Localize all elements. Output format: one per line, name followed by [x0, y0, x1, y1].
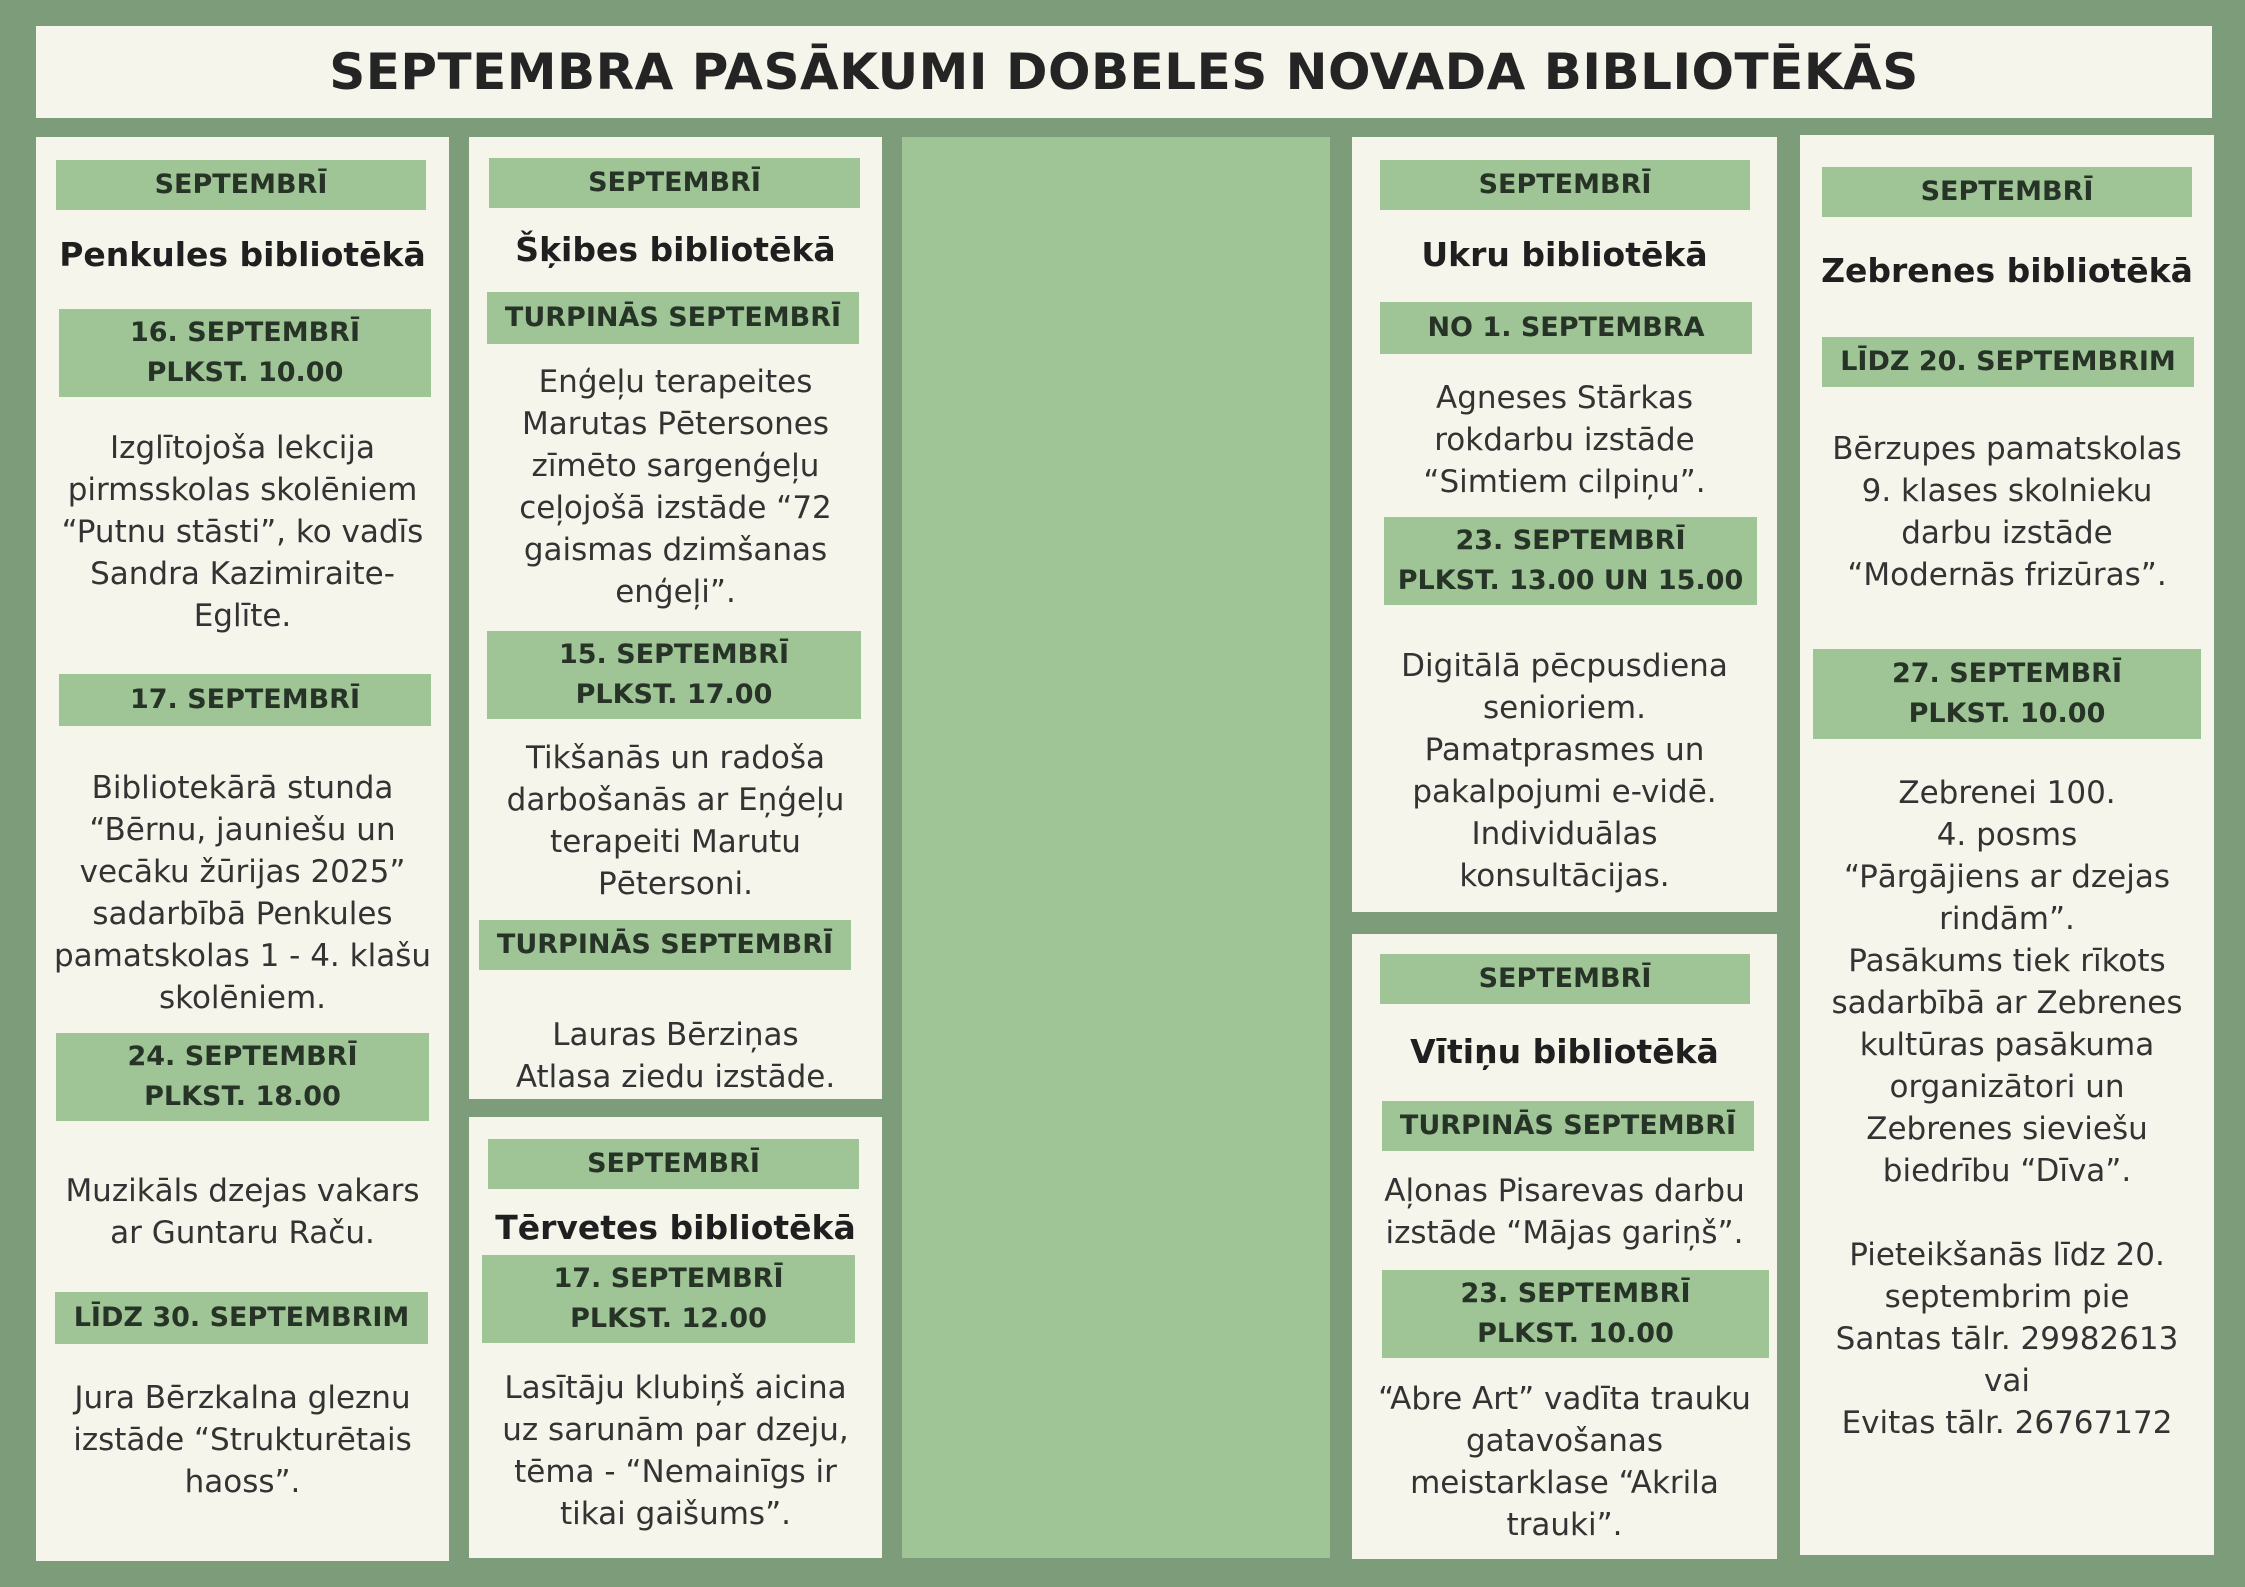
panel-vitini	[1352, 934, 1777, 1559]
desc-line: Bibliotekārā stunda	[91, 770, 394, 806]
event-date: 16. SEPTEMBRĪ	[129, 317, 361, 348]
desc-line: kultūras pasākuma	[1859, 1027, 2155, 1063]
desc-line: Atlasa ziedu izstāde.	[515, 1059, 836, 1095]
event-time: PLKST. 10.00	[1908, 698, 2106, 729]
event-date-tag	[1382, 1270, 1769, 1358]
month-tag: SEPTEMBRĪ	[488, 1139, 859, 1189]
library-name: Tērvetes bibliotēkā	[495, 1208, 856, 1247]
event-time: PLKST. 12.00	[570, 1303, 767, 1334]
library-name: Zebrenes bibliotēkā	[1821, 251, 2193, 290]
desc-line: vecāku žūrijas 2025”	[79, 854, 406, 890]
event-description	[1352, 1378, 1777, 1546]
desc-line: Enģeļu terapeites	[538, 364, 813, 400]
desc-line: Pieteikšanās līdz 20.	[1849, 1237, 2165, 1273]
desc-line: “Modernās frizūras”.	[1847, 557, 2167, 593]
event-description	[1800, 428, 2214, 596]
desc-line: senioriem.	[1483, 690, 1646, 726]
month-tag: SEPTEMBRĪ	[1380, 160, 1750, 210]
event-description	[469, 361, 882, 613]
event-date-tag: NO 1. SEPTEMBRA	[1380, 302, 1752, 354]
desc-line: Zebrenei 100.	[1898, 775, 2116, 811]
event-date: 17. SEPTEMBRĪ	[553, 1263, 784, 1294]
event-time: PLKST. 17.00	[575, 679, 773, 710]
page-title: SEPTEMBRA PASĀKUMI DOBELES NOVADA BIBLIOTĒKĀS	[329, 43, 1919, 101]
desc-line: rokdarbu izstāde	[1434, 422, 1695, 458]
desc-line: Marutas Pētersones	[521, 406, 830, 442]
panel-penkule	[36, 137, 449, 1561]
library-name: Šķibes bibliotēkā	[515, 230, 836, 269]
desc-line: Evitas tālr. 26767172	[1841, 1405, 2173, 1441]
desc-line: ceļojošā izstāde “72	[519, 490, 832, 526]
desc-line: Zebrenes sieviešu	[1866, 1111, 2148, 1147]
desc-line: Individuālas	[1471, 816, 1658, 852]
event-description	[36, 767, 449, 1019]
event-date-tag: TURPINĀS SEPTEMBRĪ	[479, 920, 851, 970]
desc-line: Izglītojoša lekcija	[110, 430, 375, 466]
desc-line: tēma - “Nemainīgs ir	[514, 1454, 837, 1490]
month-tag: SEPTEMBRĪ	[1380, 954, 1750, 1004]
event-date-tag	[59, 309, 431, 397]
event-description	[36, 427, 449, 637]
spacer	[1800, 1192, 2214, 1234]
month-tag: SEPTEMBRĪ	[489, 158, 860, 208]
panel-zebrene	[1800, 135, 2214, 1555]
event-date-tag	[56, 1033, 429, 1121]
desc-line: skolēniem.	[158, 980, 327, 1016]
event-description	[1352, 1170, 1777, 1254]
event-date: 24. SEPTEMBRĪ	[127, 1041, 358, 1072]
center-image-placeholder	[902, 137, 1330, 1558]
desc-line: Pasākums tiek rīkots	[1848, 943, 2166, 979]
event-date-tag: TURPINĀS SEPTEMBRĪ	[1382, 1101, 1754, 1151]
desc-line: meistarklase “Akrila	[1410, 1465, 1719, 1501]
desc-line: uz sarunām par dzeju,	[502, 1412, 849, 1448]
desc-line: Aļonas Pisarevas darbu	[1384, 1173, 1745, 1209]
desc-line: biedrību “Dīva”.	[1882, 1153, 2132, 1189]
desc-line: Lauras Bērziņas	[552, 1017, 799, 1053]
desc-line: darbu izstāde	[1901, 515, 2113, 551]
desc-line: septembrim pie	[1884, 1279, 2130, 1315]
desc-line: rindām”.	[1939, 901, 2075, 937]
desc-line: Eglīte.	[193, 598, 292, 634]
event-date: 27. SEPTEMBRĪ	[1891, 658, 2123, 689]
desc-line: Bērzupes pamatskolas	[1832, 431, 2182, 467]
event-date-tag: LĪDZ 20. SEPTEMBRIM	[1822, 337, 2194, 387]
event-date-tag	[1384, 517, 1757, 605]
desc-line: “Bērnu, jauniešu un	[89, 812, 396, 848]
desc-line: pakalpojumi e-vidē.	[1412, 774, 1717, 810]
desc-line: gaismas dzimšanas	[523, 532, 828, 568]
desc-line: ar Guntaru Raču.	[110, 1215, 375, 1251]
event-date-tag	[482, 1255, 855, 1343]
desc-line: 9. klases skolnieku	[1861, 473, 2153, 509]
desc-line: sadarbībā Penkules	[92, 896, 393, 932]
desc-line: haoss”.	[184, 1464, 301, 1500]
event-description	[469, 1367, 882, 1535]
month-tag: SEPTEMBRĪ	[1822, 167, 2192, 217]
event-date-tag: TURPINĀS SEPTEMBRĪ	[487, 292, 859, 344]
desc-line: “Simtiem cilpiņu”.	[1423, 464, 1706, 500]
event-date-tag	[487, 631, 861, 719]
event-date: 23. SEPTEMBRĪ	[1455, 525, 1686, 556]
desc-line: Tikšanās un radoša	[525, 740, 826, 776]
event-time: PLKST. 18.00	[144, 1081, 341, 1112]
event-date-tag: LĪDZ 30. SEPTEMBRIM	[55, 1292, 428, 1344]
event-time: PLKST. 10.00	[1477, 1318, 1674, 1349]
panel-ukri	[1352, 137, 1777, 912]
desc-line: Lasītāju klubiņš aicina	[504, 1370, 847, 1406]
desc-line: Pamatprasmes un	[1424, 732, 1705, 768]
desc-line: “Putnu stāsti”, ko vadīs	[61, 514, 424, 550]
desc-line: Agneses Stārkas	[1436, 380, 1693, 416]
event-description	[469, 737, 882, 905]
desc-line: pamatskolas 1 - 4. klašu	[53, 938, 431, 974]
desc-line: “Abre Art” vadīta trauku	[1378, 1381, 1751, 1417]
desc-line: vai	[1984, 1363, 2030, 1399]
library-name: Vītiņu bibliotēkā	[1410, 1032, 1719, 1071]
library-name: Ukru bibliotēkā	[1421, 235, 1708, 274]
desc-line: 4. posms	[1936, 817, 2078, 853]
desc-line: Santas tālr. 29982613	[1835, 1321, 2179, 1357]
desc-line: Pētersoni.	[598, 866, 753, 902]
library-name: Penkules bibliotēkā	[59, 235, 426, 274]
desc-line: konsultācijas.	[1459, 858, 1670, 894]
desc-line: gatavošanas	[1465, 1423, 1664, 1459]
desc-line: izstāde “Mājas gariņš”.	[1385, 1215, 1744, 1251]
event-time: PLKST. 10.00	[146, 357, 344, 388]
desc-line: zīmēto sargenģeļu	[531, 448, 820, 484]
event-description	[1800, 772, 2214, 1444]
desc-line: pirmsskolas skolēniem	[67, 472, 418, 508]
desc-line: tikai gaišums”.	[560, 1496, 791, 1532]
event-date-tag	[1813, 649, 2201, 739]
desc-line: trauki”.	[1506, 1507, 1623, 1543]
event-description	[36, 1170, 449, 1254]
desc-line: terapeiti Marutu	[550, 824, 801, 860]
desc-line: Sandra Kazimiraite-	[90, 556, 395, 592]
title-bar	[36, 26, 2212, 118]
event-description	[36, 1377, 449, 1503]
event-description	[1352, 645, 1777, 897]
desc-line: Muzikāls dzejas vakars	[65, 1173, 420, 1209]
event-date: 23. SEPTEMBRĪ	[1460, 1278, 1691, 1309]
month-tag: SEPTEMBRĪ	[56, 160, 426, 210]
desc-line: Digitālā pēcpusdiena	[1401, 648, 1728, 684]
desc-line: “Pārgājiens ar dzejas	[1844, 859, 2170, 895]
event-description	[1352, 377, 1777, 503]
desc-line: organizātori un	[1889, 1069, 2125, 1105]
panel-skibe	[469, 137, 882, 1099]
desc-line: sadarbībā ar Zebrenes	[1831, 985, 2183, 1021]
panel-tervete	[469, 1117, 882, 1558]
event-description	[469, 1014, 882, 1098]
event-time: PLKST. 13.00 UN 15.00	[1397, 565, 1744, 596]
desc-line: izstāde “Strukturētais	[73, 1422, 412, 1458]
desc-line: Jura Bērzkalna gleznu	[74, 1380, 411, 1416]
desc-line: enģeļi”.	[615, 574, 736, 610]
desc-line: darbošanās ar Eņģeļu	[506, 782, 845, 818]
event-date: 15. SEPTEMBRĪ	[558, 639, 790, 670]
event-date-tag: 17. SEPTEMBRĪ	[59, 674, 431, 726]
